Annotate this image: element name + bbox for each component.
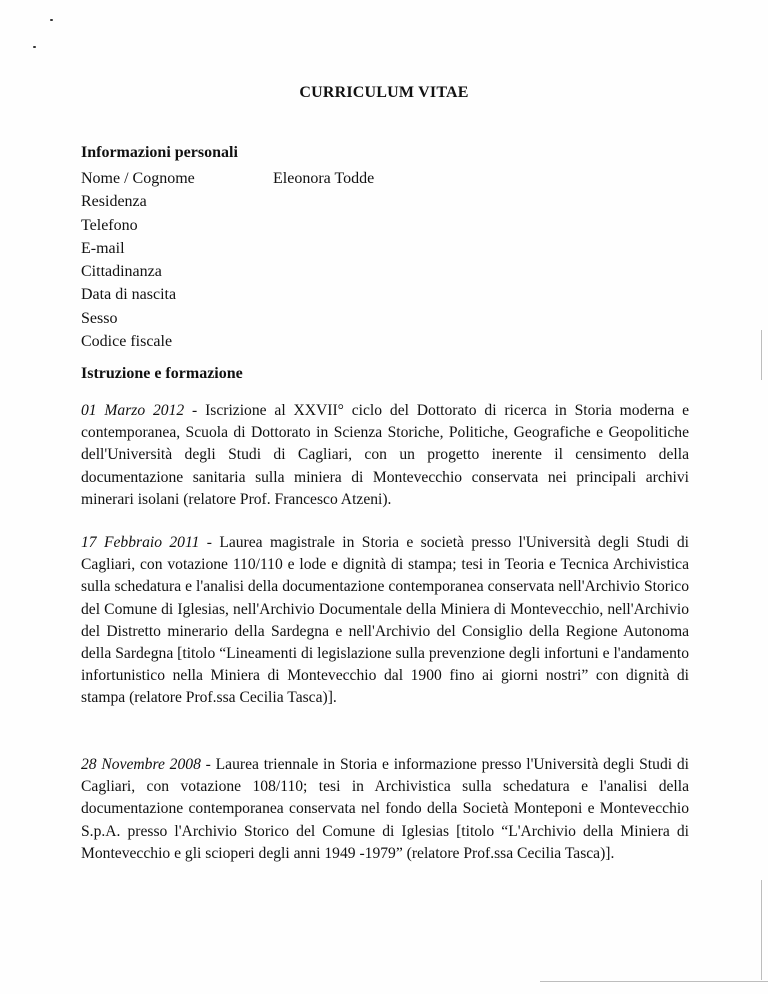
entry-text: - Iscrizione al XXVII° ciclo del Dottorato di ricerca in Storia moderna e contemporanea, Scuola di Dottorato in Scienza Storiche, Politiche, Geografiche e Geopolitiche dell'Università degli Studi di Cagliari, con un progetto inerente il censimento della documentazione sanitaria sulla miniera di Montevecchio conservata nei principali archivi minerari isolani (relatore Prof. Francesco Atzeni).	[81, 402, 689, 508]
info-label: Telefono	[81, 216, 138, 234]
info-label: Cittadinanza	[81, 263, 162, 281]
scan-edge-line	[540, 981, 768, 982]
document-title: CURRICULUM VITAE	[299, 84, 469, 101]
scan-speck	[33, 46, 36, 48]
scan-edge-line	[761, 330, 762, 380]
education-entry	[81, 532, 689, 710]
info-label: Nome / Cognome	[81, 170, 195, 187]
info-label: Residenza	[81, 193, 147, 211]
entry-text: - Laurea triennale in Storia e informazione presso l'Università degli Studi di Cagliari, con votazione 108/110; tesi in Archivistica sulla schedatura e l'analisi della documentazione contemporanea conservata nel fondo della Società Monteponi e Montevecchio S.p.A. presso l'Archivio Storico del Comune di Iglesias [titolo “L'Archivio della Miniera di Montevecchio e gli scioperi degli anni 1949 -1979” (relatore Prof.ssa Cecilia Tasca)].	[81, 756, 689, 862]
info-label: E-mail	[81, 239, 125, 257]
info-label: Sesso	[81, 309, 118, 327]
scan-edge-line	[761, 880, 762, 980]
info-value: Eleonora Todde	[273, 170, 375, 187]
entry-date: 17 Febbraio 2011	[81, 534, 200, 551]
education-entry	[81, 400, 689, 511]
entry-date: 01 Marzo 2012	[81, 402, 185, 419]
entry-date: 28 Novembre 2008	[81, 756, 201, 773]
education-entry	[81, 754, 689, 865]
personal-info-heading: Informazioni personali	[81, 144, 238, 161]
info-label: Data di nascita	[81, 286, 177, 304]
entry-text: - Laurea magistrale in Storia e società presso l'Università degli Studi di Cagliari, con votazione 110/110 e lode e dignità di stampa; tesi in Teoria e Tecnica Archivistica sulla schedatura e l'analisi della documentazione contemporanea conservata nell'Archivio Storico del Comune di Iglesias, nell'Archivio Documentale della Miniera di Montevecchio, nell'Archivio del Distretto minerario della Sardegna e nell'Archivio del Consiglio della Regione Autonoma della Sardegna [titolo “Lineamenti di legislazione sulla prevenzione degli infortuni e l'andamento infortunistico nella Miniera di Montevecchio dal 1900 fino ai giorni nostri” con dignità di stampa (relatore Prof.ssa Cecilia Tasca)].	[81, 534, 689, 707]
education-heading: Istruzione e formazione	[81, 365, 243, 382]
scan-speck	[50, 19, 53, 21]
info-label: Codice fiscale	[81, 333, 173, 351]
